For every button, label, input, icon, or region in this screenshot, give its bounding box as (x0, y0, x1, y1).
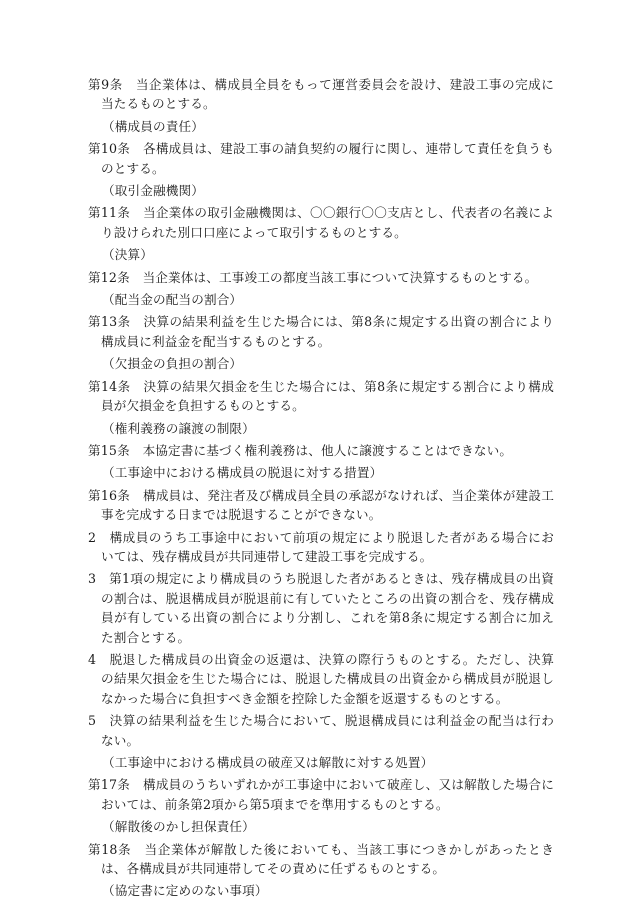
paragraph-number: 4 (88, 651, 110, 667)
article-14 (88, 377, 554, 416)
article-12 (88, 268, 554, 287)
article-15 (88, 441, 554, 460)
article-number: 第14条 (88, 378, 144, 394)
paragraph-text: 脱退した構成員の出資金の返還は、決算の際行うものとする。ただし、決算の結果欠損金を生じた場合には、脱退した構成員の出資金から構成員が脱退しなかった場合に負担すべき金額を控除した金額を返還するものとする。 (101, 651, 554, 706)
paragraph-text: 第1項の規定により構成員のうち脱退した者があるときは、残存構成員の出資の割合は、脱退構成員が脱退前に有していたところの出資の割合を、残存構成員が有している出資の割合により分割し、これを第8条に規定する割合に加えた割合とする。 (101, 571, 554, 645)
article-11 (88, 203, 554, 242)
article-9 (88, 75, 554, 114)
article-number: 第12条 (88, 269, 143, 285)
heading-bankruptcy-measures: （工事途中における構成員の破産又は解散に対する処置） (102, 755, 434, 770)
paragraph-text: 構成員のうち工事途中において前項の規定により脱退した者がある場合においては、残存構成員が共同連帯して建設工事を完成する。 (101, 529, 554, 564)
article-number: 第16条 (88, 487, 143, 503)
agreement-text (88, 75, 554, 903)
article-text: 当企業体は、構成員全員をもって運営委員会を設け、建設工事の完成に当たるものとする。 (101, 77, 554, 112)
article-text: 本協定書に基づく権利義務は、他人に譲渡することはできない。 (142, 442, 513, 458)
paragraph-2 (88, 528, 554, 567)
heading-financial-institution: （取引金融機関） (102, 183, 204, 199)
paragraph-number: 2 (88, 529, 110, 545)
article-17 (88, 775, 554, 814)
heading-defect-liability: （解散後のかし担保責任） (102, 819, 255, 835)
article-number: 第15条 (88, 442, 143, 458)
heading-settlement: （決算） (102, 247, 153, 263)
article-number: 第18条 (88, 841, 145, 857)
article-text: 当企業体が解散した後においても、当該工事につきかしがあったときは、各構成員が共同連帯してその責めに任ずるものとする。 (101, 841, 554, 877)
article-number: 第11条 (88, 205, 143, 221)
article-text: 決算の結果欠損金を生じた場合には、第8条に規定する割合により構成員が欠損金を負担するものとする。 (101, 378, 554, 414)
article-text: 各構成員は、建設工事の請負契約の履行に関し、連帯して責任を負うものとする。 (101, 141, 554, 176)
heading-transfer-restriction: （権利義務の譲渡の制限） (102, 420, 255, 436)
paragraph-number: 3 (88, 571, 110, 587)
heading-undefined-matters: （協定書に定めのない事項） (102, 883, 268, 899)
article-text: 構成員のうちいずれかが工事途中において破産し、又は解散した場合においては、前条第2項から第5項までを準用するものとする。 (101, 777, 554, 812)
article-18 (88, 840, 554, 879)
paragraph-5 (88, 711, 554, 750)
article-number: 第13条 (88, 314, 144, 330)
heading-withdrawal-measures: （工事途中における構成員の脱退に対する措置） (102, 465, 383, 481)
paragraph-3 (88, 569, 554, 647)
heading-loss-ratio: （欠損金の負担の割合） (102, 356, 243, 372)
article-10 (88, 139, 554, 178)
article-number: 第17条 (88, 777, 143, 793)
article-number: 第9条 (88, 77, 136, 92)
article-text: 当企業体は、工事竣工の都度当該工事について決算するものとする。 (142, 269, 538, 285)
paragraph-text: 決算の結果利益を生じた場合において、脱退構成員には利益金の配当は行わない。 (101, 713, 554, 748)
article-text: 決算の結果利益を生じた場合には、第8条に規定する出資の割合により構成員に利益金を配当するものとする。 (101, 314, 554, 349)
article-13 (88, 312, 554, 351)
paragraph-4 (88, 650, 554, 708)
article-16 (88, 486, 554, 525)
paragraph-number: 5 (88, 713, 110, 729)
heading-member-responsibility: （構成員の責任） (102, 118, 204, 134)
article-text: 構成員は、発注者及び構成員全員の承認がなければ、当企業体が建設工事を完成する日までは脱退することができない。 (101, 487, 554, 523)
article-number: 第10条 (88, 141, 143, 157)
heading-dividend-ratio: （配当金の配当の割合） (102, 292, 243, 308)
article-text: 当企業体の取引金融機関は、〇〇銀行〇〇支店とし、代表者の名義により設けられた別口口座によって取引するものとする。 (101, 205, 554, 240)
